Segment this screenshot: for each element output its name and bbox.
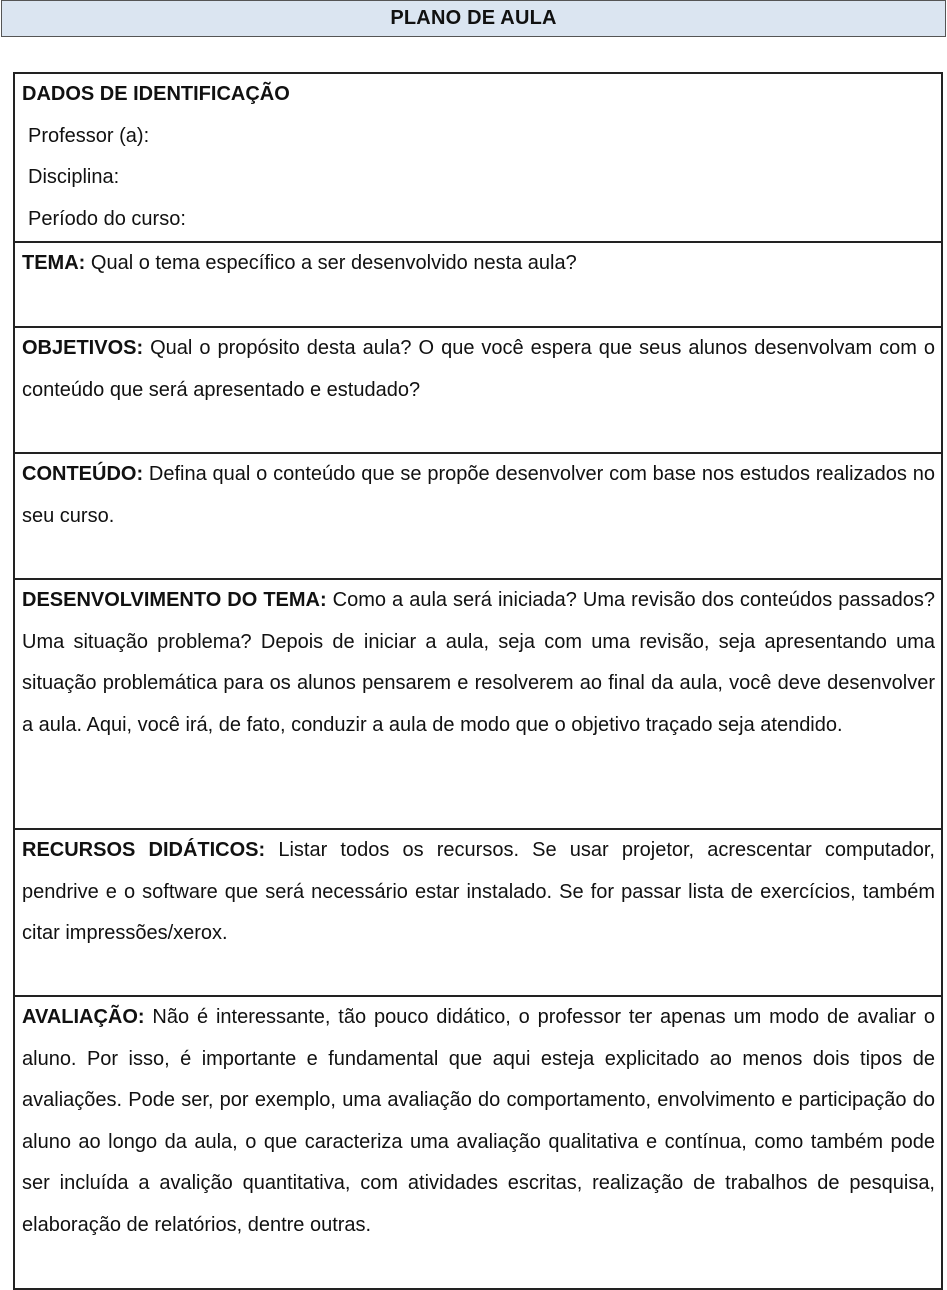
section-tema [15, 241, 941, 326]
avaliacao-heading: AVALIAÇÃO: [22, 1006, 145, 1028]
recursos-heading: RECURSOS DIDÁTICOS: [22, 839, 266, 861]
tema-description: Qual o tema específico a ser desenvolvido nesta aula? [85, 252, 577, 274]
disciplina-field-label: Disciplina: [28, 166, 120, 188]
section-objetivos [15, 326, 941, 452]
conteudo-heading: CONTEÚDO: [22, 463, 144, 485]
professor-field-label: Professor (a): [28, 124, 150, 147]
section-desenvolvimento [15, 578, 941, 828]
desenvolvimento-description: Como a aula será iniciada? Uma revisão dos conteúdos passados? Uma situação problema? Depois de iniciar a aula, seja com uma revisão, seja apresentando uma situação problemática para os alunos pensarem e resolverem ao final da aula, você deve desenvolver a aula. Aqui, você irá, de fato, conduzir a aula de modo que o objetivo traçado seja atendido. [22, 589, 935, 736]
section-recursos [15, 828, 941, 995]
avaliacao-description: Não é interessante, tão pouco didático, o professor ter apenas um modo de avaliar o aluno. Por isso, é importante e fundamental que aqui esteja explicitado ao menos dois tipos de avaliações. Pode ser, por exemplo, uma avaliação do comportamento, envolvimento e participação do aluno ao longo da aula, o que caracteriza uma avaliação qualitativa e contínua, como também pode ser incluída a avalição quantitativa, com atividades escritas, realização de trabalhos de pesquisa, elaboração de relatórios, dentre outras. [22, 1006, 935, 1236]
section-identificacao [15, 74, 941, 241]
lesson-plan-table [13, 72, 943, 1290]
section-avaliacao [15, 995, 941, 1288]
recursos-description: Listar todos os recursos. Se usar projetor, acrescentar computador, pendrive e o software que será necessário estar instalado. Se for passar lista de exercícios, também citar impressões/xerox. [22, 839, 935, 944]
objetivos-description: Qual o propósito desta aula? O que você espera que seus alunos desenvolvam com o conteúdo que será apresentado e estudado? [22, 337, 935, 401]
section-conteudo [15, 452, 941, 578]
desenvolvimento-heading: DESENVOLVIMENTO DO TEMA: [22, 589, 327, 611]
periodo-field-label: Período do curso: [28, 207, 186, 230]
conteudo-description: Defina qual o conteúdo que se propõe desenvolver com base nos estudos realizados no seu curso. [22, 463, 935, 527]
identificacao-heading: DADOS DE IDENTIFICAÇÃO [22, 83, 290, 105]
tema-heading: TEMA: [22, 252, 86, 274]
objetivos-heading: OBJETIVOS: [22, 337, 144, 359]
page-title: PLANO DE AULA [1, 0, 946, 37]
